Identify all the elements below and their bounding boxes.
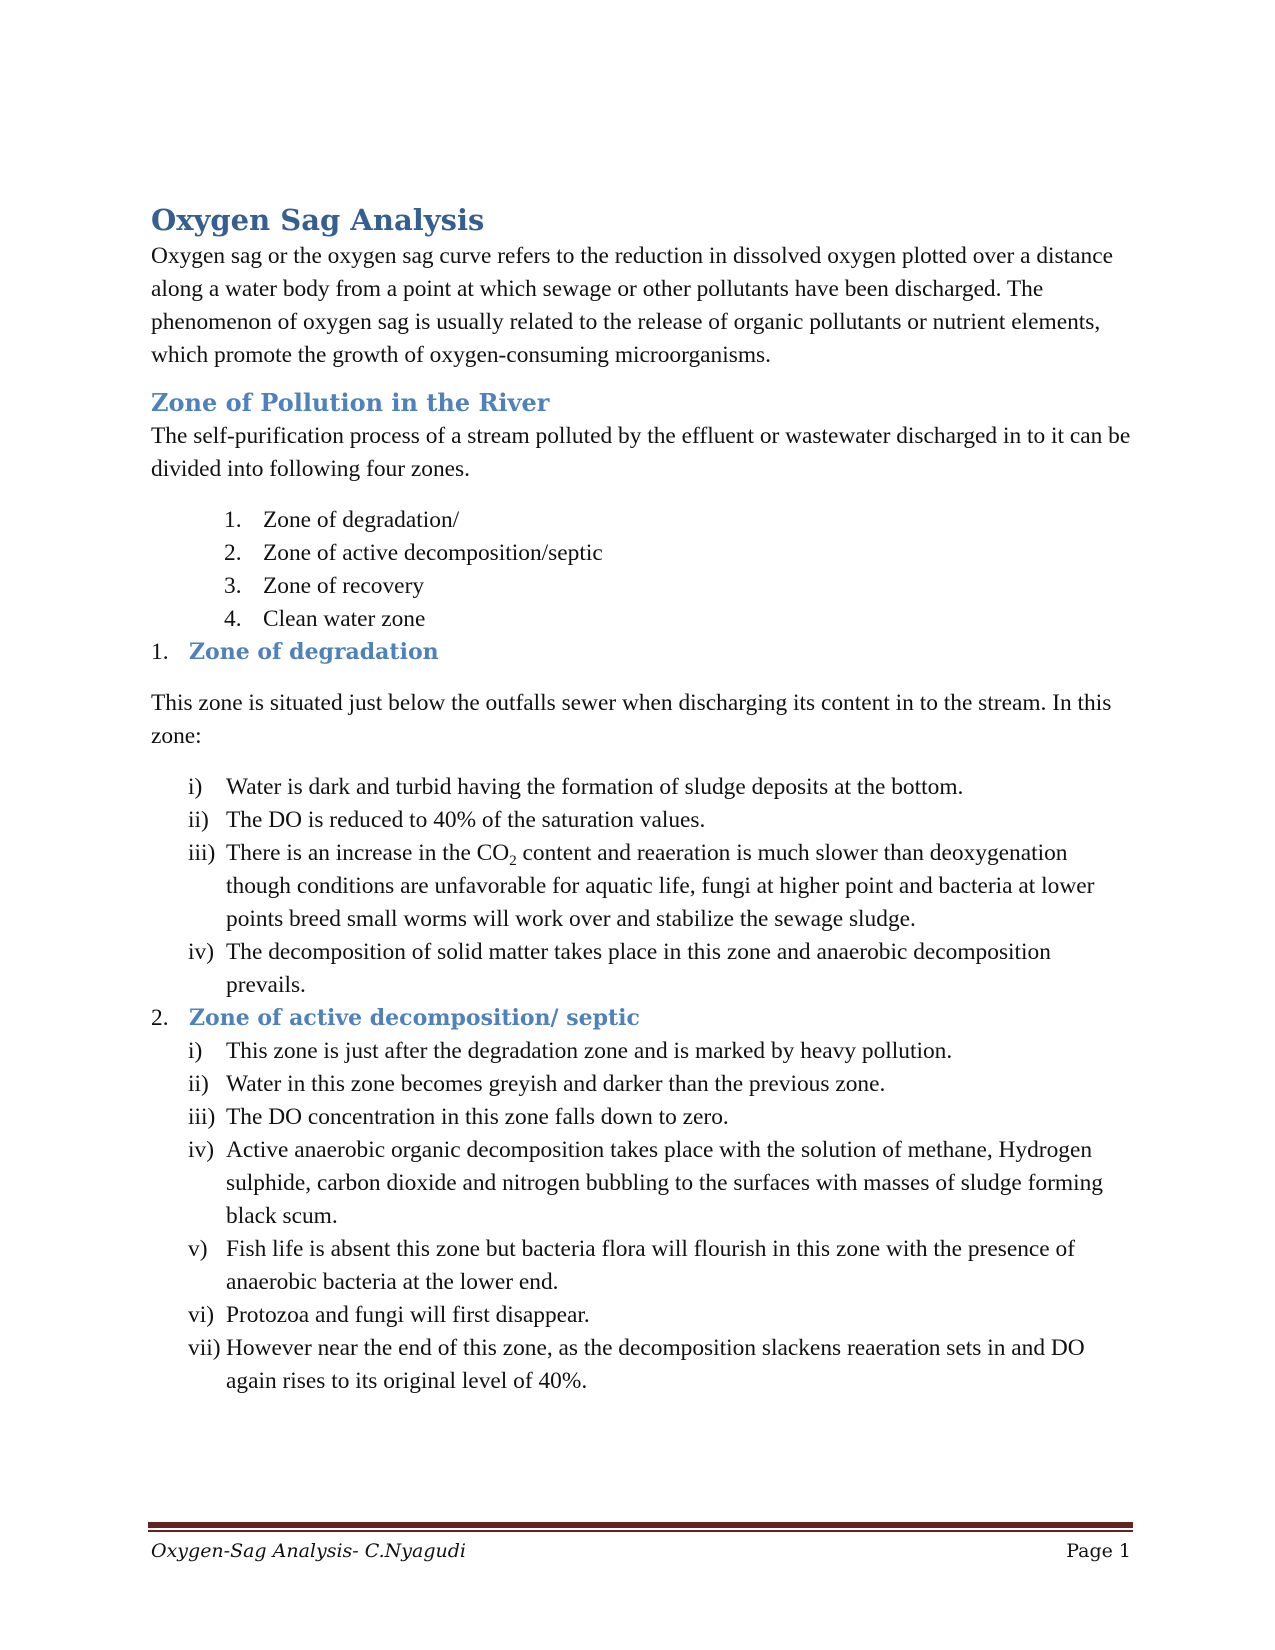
list-number: 2. xyxy=(224,540,242,566)
zone1-number: 1. xyxy=(151,639,169,665)
zone1-paragraph: This zone is situated just below the outfalls sewer when discharging its content in to the stream. In this zone: xyxy=(151,690,1112,749)
list-number: vi) xyxy=(188,1302,214,1328)
list-number: iii) xyxy=(188,1104,216,1130)
footer-divider-thin xyxy=(148,1530,1133,1532)
zone-list xyxy=(151,504,1131,636)
page-footer xyxy=(151,1534,1131,1568)
list-text: Zone of recovery xyxy=(263,573,425,599)
list-item xyxy=(151,1134,1131,1233)
list-number: 3. xyxy=(224,573,242,599)
list-text: This zone is just after the degradation zone and is marked by heavy pollution. xyxy=(226,1038,953,1064)
list-text xyxy=(226,840,1094,932)
subscript: 2 xyxy=(509,853,517,869)
list-number: 1. xyxy=(224,507,242,533)
list-item xyxy=(151,570,1131,603)
list-item xyxy=(151,1233,1131,1299)
list-number: v) xyxy=(188,1236,208,1262)
list-text: The DO is reduced to 40% of the saturation values. xyxy=(226,807,706,833)
list-item xyxy=(151,603,1131,636)
list-number: ii) xyxy=(188,1071,209,1097)
list-item xyxy=(151,504,1131,537)
zone2-title: Zone of active decomposition/ septic xyxy=(189,1005,640,1031)
section-paragraph: The self-purification process of a stream polluted by the effluent or wastewater discharged in to it can be divided into following four zones. xyxy=(151,423,1131,482)
list-item xyxy=(151,1332,1131,1398)
list-number: ii) xyxy=(188,807,209,833)
list-item xyxy=(151,1101,1131,1134)
list-text: Zone of active decomposition/septic xyxy=(263,540,603,566)
list-text: Clean water zone xyxy=(263,606,426,632)
list-item xyxy=(151,936,1131,1002)
list-text: The DO concentration in this zone falls down to zero. xyxy=(226,1104,729,1130)
list-number: i) xyxy=(188,1038,203,1064)
list-text: The decomposition of solid matter takes place in this zone and anaerobic decomposition prevails. xyxy=(226,939,1051,998)
list-number: iv) xyxy=(188,939,214,965)
zone2-list xyxy=(151,1035,1131,1398)
list-text: Active anaerobic organic decomposition takes place with the solution of methane, Hydrogen sulphide, carbon dioxide and nitrogen bubbling to the surfaces with masses of sludge forming black scum. xyxy=(226,1137,1103,1229)
zone1-list xyxy=(151,771,1131,1002)
list-text: Zone of degradation/ xyxy=(263,507,460,533)
list-text: Water is dark and turbid having the formation of sludge deposits at the bottom. xyxy=(226,774,964,800)
list-item xyxy=(151,1035,1131,1068)
list-item xyxy=(151,1299,1131,1332)
list-text: However near the end of this zone, as the decomposition slackens reaeration sets in and DO again rises to its original level of 40%. xyxy=(226,1335,1085,1394)
page-number: Page 1 xyxy=(1066,1540,1131,1562)
list-item xyxy=(151,837,1131,936)
list-item xyxy=(151,537,1131,570)
list-number: vii) xyxy=(188,1335,221,1361)
intro-paragraph: Oxygen sag or the oxygen sag curve refers to the reduction in dissolved oxygen plotted over a distance along a water body from a point at which sewage or other pollutants have been discharged. The phenomenon of oxygen sag is usually related to the release of organic pollutants or nutrient elements, which promote the growth of oxygen-consuming microorganisms. xyxy=(151,243,1113,368)
list-number: i) xyxy=(188,774,203,800)
footer-divider xyxy=(148,1522,1133,1528)
zone2-number: 2. xyxy=(151,1005,169,1031)
section-heading: Zone of Pollution in the River xyxy=(151,388,550,417)
list-text: Protozoa and fungi will first disappear. xyxy=(226,1302,590,1328)
list-number: 4. xyxy=(224,606,242,632)
list-text: Fish life is absent this zone but bacteria flora will flourish in this zone with the presence of anaerobic bacteria at the lower end. xyxy=(226,1236,1075,1295)
text-run: There is an increase in the CO xyxy=(226,840,510,866)
text-run: content and reaeration is much slower than deoxygenation though conditions are unfavorable for aquatic life, fungi at higher point and bacteria at lower points breed small worms will work over and stabilize the sewage sludge. xyxy=(226,840,1095,932)
list-text: Water in this zone becomes greyish and darker than the previous zone. xyxy=(226,1071,886,1097)
page-title: Oxygen Sag Analysis xyxy=(151,203,485,237)
footer-title: Oxygen-Sag Analysis- C.Nyagudi xyxy=(151,1540,466,1562)
zone1-heading xyxy=(151,636,1131,669)
zone1-title: Zone of degradation xyxy=(189,639,439,665)
list-number: iii) xyxy=(188,840,216,866)
list-number: iv) xyxy=(188,1137,214,1163)
list-item xyxy=(151,804,1131,837)
zone2-heading xyxy=(151,1002,1131,1035)
list-item xyxy=(151,771,1131,804)
list-item xyxy=(151,1068,1131,1101)
page-content xyxy=(151,200,1131,1398)
